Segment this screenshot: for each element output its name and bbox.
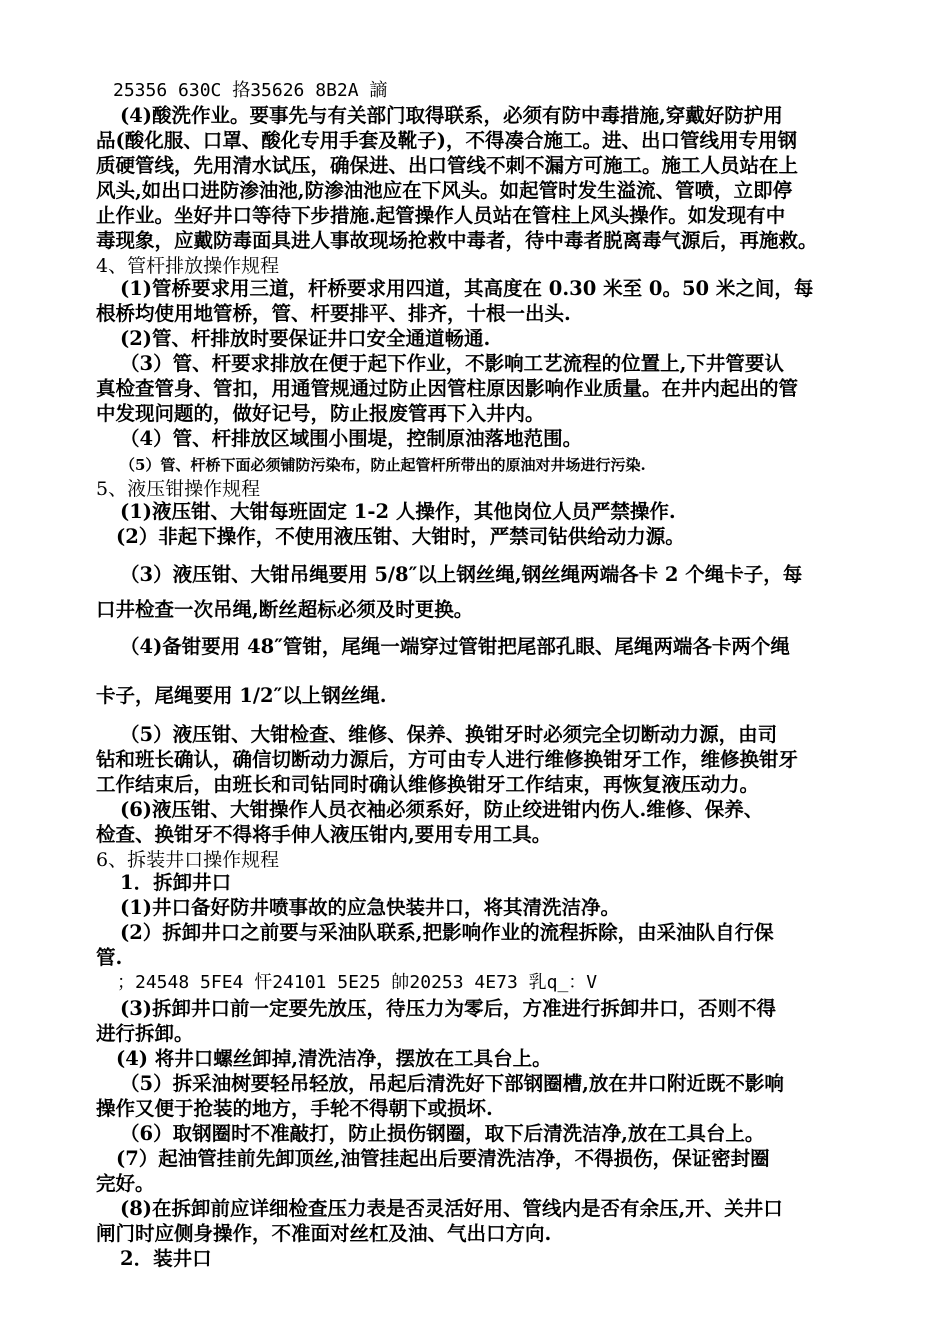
paragraph-line: （5）拆采油树要轻吊轻放，吊起后清洗好下部钢圈槽,放在井口附近既不影响 [120,1072,784,1095]
paragraph-line: (1)液压钳、大钳每班固定 1-2 人操作，其他岗位人员严禁操作. [120,500,676,523]
paragraph-line: (7）起油管挂前先卸顶丝,油管挂起出后要清洗洁净，不得损伤，保证密封圈 [116,1147,770,1170]
paragraph-line: 真检查管身、管扣，用通管规通过防止因管柱原因影响作业质量。在井内起出的管 [96,377,799,400]
paragraph-line: (1)井口备好防井喷事故的应急快装井口，将其清洗洁净。 [120,896,621,919]
paragraph-line: (6)液压钳、大钳操作人员衣袖必须系好，防止绞进钳内伤人.维修、保养、 [120,798,764,821]
subsection-heading: 2．装井口 [120,1247,212,1270]
paragraph-line: （4)备钳要用 48″管钳，尾绳一端穿过管钳把尾部孔眼、尾绳两端各卡两个绳 [120,635,790,658]
encoded-text-line: 25356 630C 挌35626 8B2A 謪 [113,80,388,101]
paragraph-line: 毒现象，应戴防毒面具进人事故现场抢救中毒者，待中毒者脱离毒气源后，再施救。 [96,229,818,252]
paragraph-line: 风头,如出口进防渗油池,防渗油池应在下风头。如起管时发生溢流、管喷，立即停 [96,179,793,202]
paragraph-line: （6）取钢圈时不准敲打，防止损伤钢圈，取下后清洗洁净,放在工具台上。 [120,1122,765,1145]
paragraph-line: 工作结束后，由班长和司钻同时确认维修换钳牙工作结束，再恢复液压动力。 [96,773,760,796]
paragraph-line: （4）管、杆排放区域围小围堤，控制原油落地范围。 [120,427,583,450]
paragraph-line: 完好。 [96,1172,155,1195]
paragraph-line: (8)在拆卸前应详细检查压力表是否灵活好用、管线内是否有余压,开、关井口 [120,1197,783,1220]
paragraph-line: (3)拆卸井口前一定要先放压，待压力为零后，方准进行拆卸井口，否则不得 [120,997,777,1020]
section-heading: 6、拆装井口操作规程 [96,849,280,871]
paragraph-line: 止作业。坐好井口等待下步措施.起管操作人员站在管柱上风头操作。如发现有中 [96,204,786,227]
paragraph-line: (1)管桥要求用三道，杆桥要求用四道，其高度在 0.30 米至 0。50 米之间，每 [120,277,814,300]
paragraph-line: 操作又便于抢装的地方，手轮不得朝下或损坏. [96,1097,493,1120]
paragraph-line: (2）非起下操作，不使用液压钳、大钳时，严禁司钻供给动力源。 [116,525,685,548]
paragraph-line: (4)酸洗作业。要事先与有关部门取得联系，必须有防中毒措施,穿戴好防护用 [120,104,783,127]
section-heading: 4、管杆排放操作规程 [96,255,280,277]
paragraph-line: 进行拆卸。 [96,1022,194,1045]
paragraph-line: （5）管、杆桥下面必须铺防污染布，防止起管杆所带出的原油对井场进行污染. [120,456,646,474]
paragraph-line: 质硬管线，先用清水试压，确保进、出口管线不刺不漏方可施工。施工人员站在上 [96,154,799,177]
paragraph-line: (2)管、杆排放时要保证井口安全通道畅通. [120,327,491,350]
paragraph-line: 钻和班长确认，确信切断动力源后，方可由专人进行维修换钳牙工作，维修换钳牙 [96,748,799,771]
paragraph-line: 中发现问题的，做好记号，防止报废管再下入井内。 [96,402,545,425]
paragraph-line: 品(酸化服、口罩、酸化专用手套及靴子)，不得凑合施工。进、出口管线用专用钢 [96,129,797,152]
paragraph-line: （3）液压钳、大钳吊绳要用 5/8″以上钢丝绳,钢丝绳两端各卡 2 个绳卡子，每 [120,563,803,586]
paragraph-line: 口井检查一次吊绳,断丝超标必须及时更换。 [96,598,474,621]
section-heading: 5、液压钳操作规程 [96,478,261,500]
paragraph-line: （3）管、杆要求排放在便于起下作业，不影响工艺流程的位置上,下井管要认 [120,352,784,375]
paragraph-line: (2）拆卸井口之前要与采油队联系,把影响作业的流程拆除，由采油队自行保 [120,921,774,944]
paragraph-line: （5）液压钳、大钳检查、维修、保养、换钳牙时必须完全切断动力源，由司 [120,723,778,746]
paragraph-line: 闸门时应侧身操作，不准面对丝杠及油、气出口方向. [96,1222,552,1245]
paragraph-line: 管. [96,946,123,969]
subsection-heading: 1．拆卸井口 [120,871,232,894]
paragraph-line: 卡子，尾绳要用 1/2″以上钢丝绳. [96,684,387,707]
paragraph-line: 检查、换钳牙不得将手伸人液压钳内,要用专用工具。 [96,823,552,846]
paragraph-line: 根桥均使用地管桥，管、杆要排平、排齐，十根一出头. [96,302,571,325]
paragraph-line: (4) 将井口螺丝卸掉,清洗洁净，摆放在工具台上。 [116,1047,552,1070]
encoded-text-line: ；24548 5FE4 忓24101 5E25 帥20253 4E73 乳q_：V [117,972,598,993]
